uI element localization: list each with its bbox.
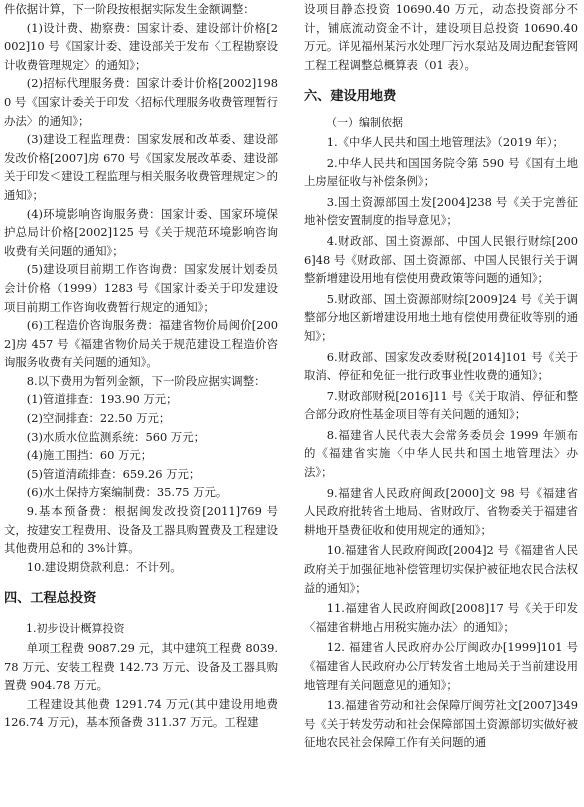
provisional-sum-intro: 8.以下费用为暂列金额，下一阶段应据实调整： [26,373,266,388]
subheading-basis: （一）编制依据 [326,116,403,130]
fee-basis-item: (6)工程造价咨询服务费：福建省物价局闽价[2002]房 457 号《福建省物价局关于规范建设工程造价咨询服务收费有关问题的通知》。 [4,318,278,370]
subheading-preliminary-estimate: 1.初步设计概算投资 [26,622,125,636]
basis-item: 2.中华人民共和国国务院令第 590 号《国有土地上房屋征收与补偿条例》； [304,155,578,189]
provisional-sum-item: (3)水质水位监测系统：560 万元； [26,429,205,444]
basis-item: 5.财政部、国土资源部财综[2009]24 号《关于调整部分地区新增建设用地土地有偿使用费征收等别的通知》； [304,291,578,343]
left-column [4,0,278,732]
provisional-sum-item: (5)管道清疏排查：659.26 万元； [26,466,201,481]
section-heading-land-cost: 六、建设用地费 [304,89,397,105]
fee-basis-item: (3)建设工程监理费：国家发展和改革委、建设部发改价格[2007]房 670 号《国家发展改革委、建设部关于印发＜建设工程监理与相关服务收费管理规定＞的通知》； [4,132,278,202]
section-heading-total-investment: 四、工程总投资 [4,591,97,607]
fee-basis-item: (5)建设项目前期工作咨询费：国家发展计划委员会计价格（1999）1283 号《国家计委关于印发建设项目前期工作咨询收费暂行规定的通知》； [4,262,278,314]
provisional-sum-item: (4)施工围挡：60 万元； [26,448,153,463]
basis-item: 4.财政部、国土资源部、中国人民银行财综[2006]48 号《财政部、国土资源部、中国人民银行关于调整新增建设用地有偿使用费政策等问题的通知》； [304,233,578,286]
basis-item: 3.国土资源部国土发[2004]238 号《关于完善征地补偿安置制度的指导意见》； [304,194,578,228]
basis-item: 10.福建省人民政府闽政[2004]2 号《福建省人民政府关于加强征地补偿管理切实保护被征地农民合法权益的通知》； [304,543,578,595]
basis-item: 8.福建省人民代表大会常务委员会 1999 年颁布的《福建省实施〈中华人民共和国土地管理法〉办法》； [304,427,578,480]
fee-basis-item: (4)环境影响咨询服务费：国家计委、国家环境保护总局计价格[2002]125 号《关于规范环境影响咨询收费有关问题的通知》； [4,206,278,258]
basis-item: 13.福建省劳动和社会保障厅闽劳社文[2007]349 号《关于转发劳动和社会保障部国土资源部切实做好被征地农民社会保障工作有关问题的通 [304,698,578,750]
basis-item: 7.财政部财税[2016]11 号《关于取消、停征和整合部分政府性基金项目等有关问题的通知》； [304,388,578,422]
other-cost-paragraph: 工程建设其他费 1291.74 万元(其中建设用地费 126.74 万元)，基本预备费 311.37 万元。工程建 [4,696,278,730]
right-column [304,0,578,752]
basis-item: 1.《中华人民共和国土地管理法》（2019 年）； [326,134,564,149]
provisional-sum-item: (1)管道排查：193.90 万元； [26,392,178,407]
fee-basis-item: (2)招标代理服务费：国家计委计价格[2002]1980 号《国家计委关于印发〈招标代理服务收费管理暂行办法〉的通知》； [4,76,278,128]
engineering-cost-paragraph: 单项工程费 9087.29 元，其中建筑工程费 8039.78 万元、安装工程费 142.73 万元、设备及工器具购置费 904.78 万元。 [4,641,278,693]
fee-basis-item: (1)设计费、勘察费：国家计委、建设部计价格[2002]10 号《国家计委、建设部关于发布〈工程勘察设计收费管理规定〉的通知》； [4,20,278,72]
basis-item: 12. 福建省人民政府办公厅闽政办[1999]101 号《福建省人民政府办公厅转发省土地局关于当前建设用地管理有关问题意见的通知》； [304,640,578,692]
basis-item: 11.福建省人民政府闽政[2008]17 号《关于印发〈福建省耕地占用税实施办法〉的通知》； [304,601,578,634]
basis-item: 6.财政部、国家发改委财税[2014]101 号《关于取消、停征和免征一批行政事业性收费的通知》； [304,349,578,383]
contingency-paragraph: 9.基本预备费：根据闽发改投资[2011]769 号文，按建安工程费用、设备及工器具购置费及工程建设其他费用总和的 3%计算。 [4,504,278,556]
loan-interest-paragraph: 10.建设期贷款利息：不计列。 [26,559,182,574]
provisional-sum-item: (2)空洞排查：22.50 万元； [26,411,171,426]
provisional-sum-item: (6)水土保持方案编制费：35.75 万元。 [26,485,228,500]
intro-paragraph: 件依据计算，下一阶段按根据实际发生金额调整： [4,2,255,16]
basis-item: 9.福建省人民政府闽政[2000]文 98 号《福建省人民政府批转省土地局、省财政厅、省物委关于福建省耕地开垦费征收和使用规定的通知》； [304,485,578,537]
investment-continuation-paragraph: 设项目静态投资 10690.40 万元，动态投资部分不计，铺底流动资金不计，建设项目总投资 10690.40 万元。详见福州某污水处理厂污水泵站及周边配套管网工程工程调整总概算表（01 表）。 [304,2,578,72]
